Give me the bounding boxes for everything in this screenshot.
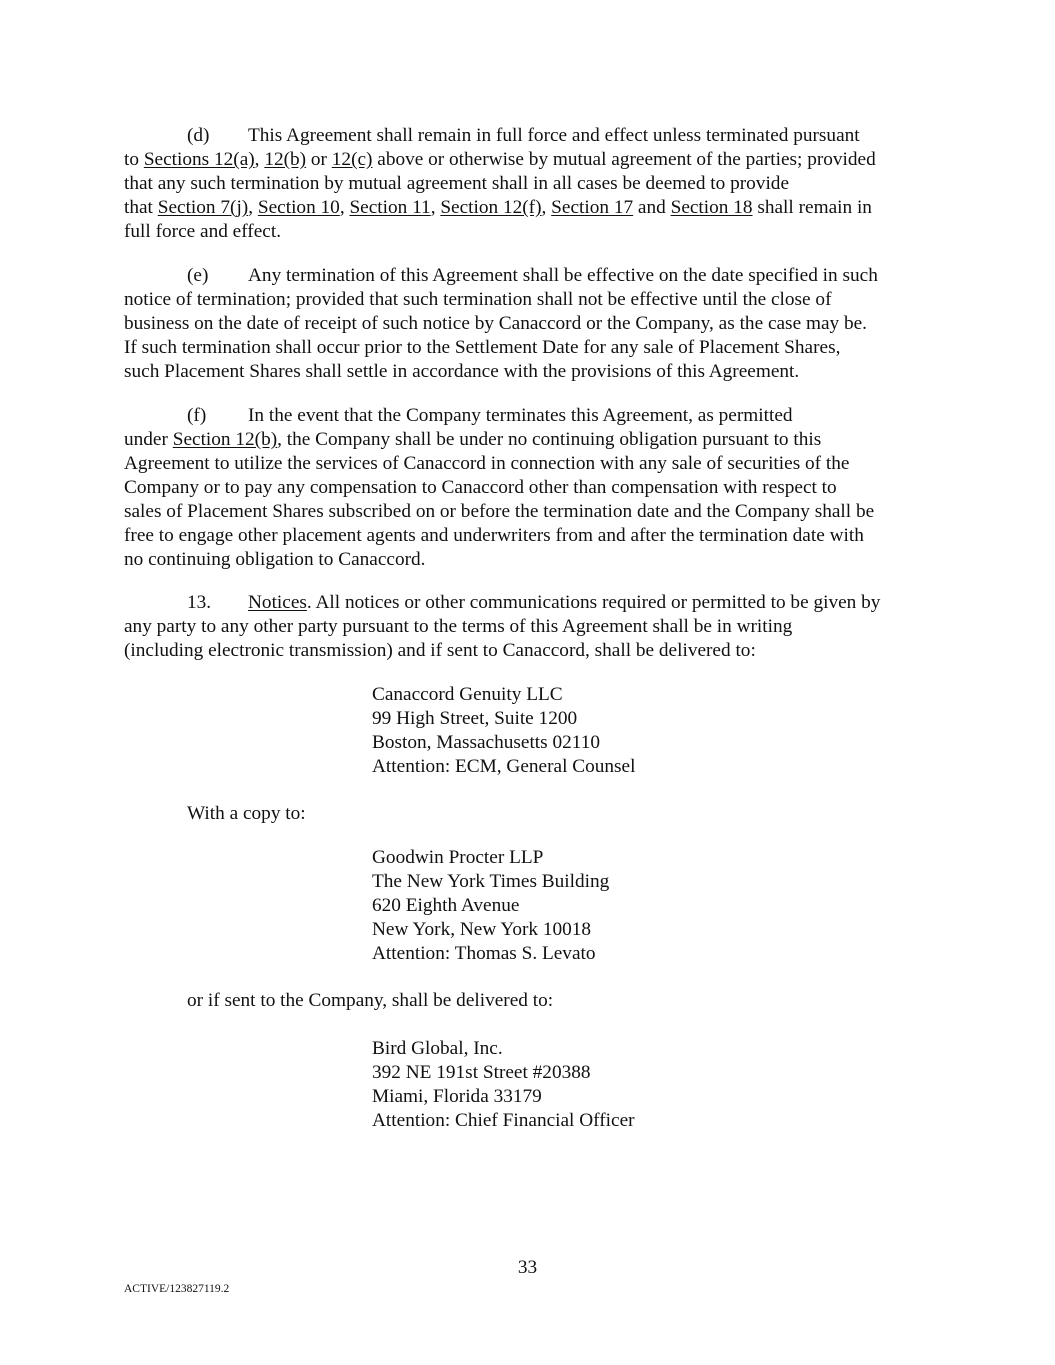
paragraph-d: (d) This Agreement shall remain in full force and effect unless terminated pursuant to Sections 12(a), 12(b) or 12(c) above or otherwise by mutual agreement of the parties; provided that any such termination by mutual agreement shall in all cases be deemed to provide that Section 7(j), Section 10, Section 11, Section 12(f), Section 17 and Section 18 shall remain in full force and effect. (124, 125, 876, 242)
address-line: Miami, Florida 33179 (372, 1086, 542, 1107)
paragraph-f: (f) In the event that the Company terminates this Agreement, as permitted under Section 12(b), the Company shall be under no continuing obligation pursuant to this Agreement to utilize the services of Canaccord in connection with any sale of securities of the Company or to pay any compensation to Canaccord other than compensation with respect to sales of Placement Shares subscribed on or before the termination date and the Company shall be free to engage other placement agents and underwriters from and after the termination date with no continuing obligation to Canaccord. (124, 405, 875, 570)
section-13-heading: Notices (248, 592, 307, 613)
section-ref-17: Section 17 (551, 197, 634, 218)
section-13-number: 13. (187, 592, 212, 613)
address-line: 620 Eighth Avenue (372, 895, 520, 916)
section-ref-12c: 12(c) (331, 149, 373, 170)
address-line: Bird Global, Inc. (372, 1038, 503, 1059)
address-block-bird (372, 1037, 635, 1133)
paragraph-e-label: (e) (187, 265, 209, 286)
address-line: Attention: Thomas S. Levato (372, 943, 596, 964)
address-line: Goodwin Procter LLP (372, 847, 544, 868)
address-line: New York, New York 10018 (372, 919, 592, 940)
address-line: Canaccord Genuity LLC (372, 684, 563, 705)
address-line: 99 High Street, Suite 1200 (372, 708, 578, 729)
section-ref-12a: Sections 12(a) (143, 149, 255, 170)
address-block-canaccord (372, 683, 635, 779)
section-ref-11: Section 11 (349, 197, 431, 218)
section-13-notices: 13. Notices. All notices or other communications required or permitted to be given by any party to any other party pursuant to the terms of this Agreement shall be in writing (including electronic transmission) and if sent to Canaccord, shall be delivered to: (124, 592, 881, 661)
address-line: Attention: Chief Financial Officer (372, 1110, 635, 1131)
address-line: The New York Times Building (372, 871, 610, 892)
page-number: 33 (517, 1257, 538, 1278)
section-ref-12b-f: Section 12(b) (172, 429, 278, 450)
section-ref-12b: 12(b) (264, 149, 307, 170)
document-id-footer: ACTIVE/123827119.2 (124, 1283, 230, 1295)
section-ref-12f: Section 12(f) (440, 197, 542, 218)
section-ref-18: Section 18 (670, 197, 753, 218)
address-line: 392 NE 191st Street #20388 (372, 1062, 591, 1083)
section-ref-10: Section 10 (257, 197, 340, 218)
paragraph-d-label: (d) (187, 125, 210, 146)
section-ref-7j: Section 7(j) (157, 197, 249, 218)
address-line: Boston, Massachusetts 02110 (372, 732, 600, 753)
address-line: Attention: ECM, General Counsel (372, 756, 636, 777)
company-intro: or if sent to the Company, shall be delivered to: (187, 990, 554, 1011)
address-block-goodwin (372, 846, 609, 966)
paragraph-f-label: (f) (187, 405, 207, 426)
copy-to-label: With a copy to: (187, 803, 306, 824)
paragraph-e: (e) Any termination of this Agreement shall be effective on the date specified in such notice of termination; provided that such termination shall not be effective until the close of business on the date of receipt of such notice by Canaccord or the Company, as the case may be. If such termination shall occur prior to the Settlement Date for any sale of Placement Shares, such Placement Shares shall settle in accordance with the provisions of this Agreement. (124, 265, 878, 382)
